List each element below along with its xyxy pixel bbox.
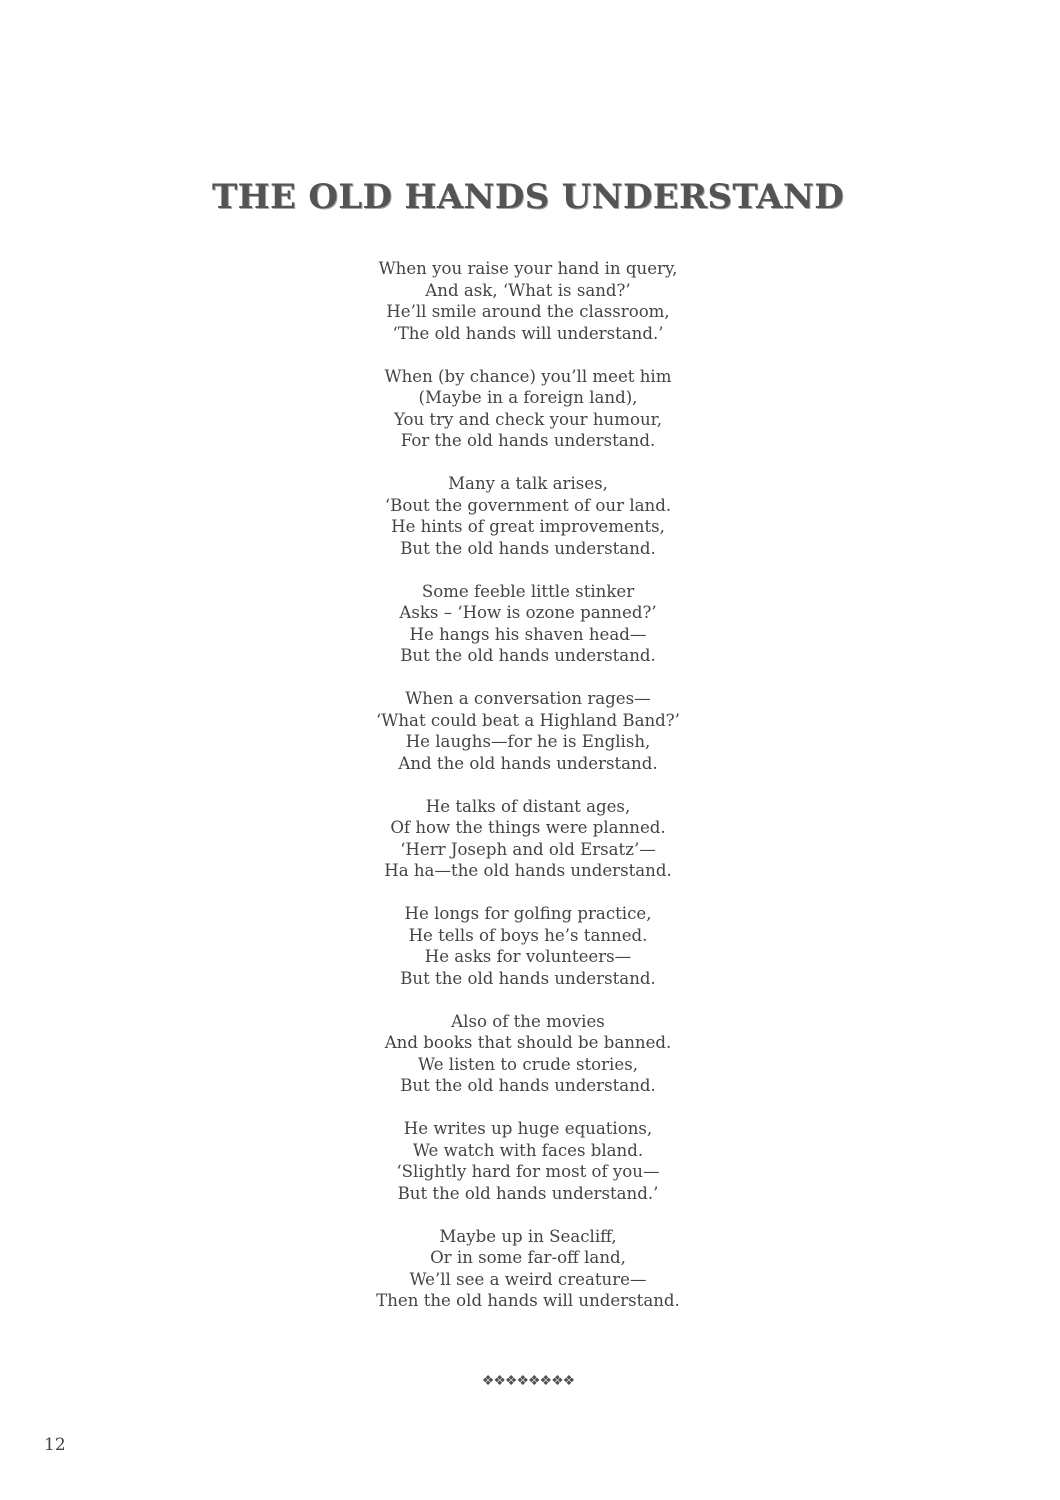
stanza bbox=[0, 366, 1056, 452]
poem-line: For the old hands understand. bbox=[400, 431, 656, 450]
poem-line: When you raise your hand in query, bbox=[378, 259, 678, 278]
poem-line: Maybe up in Seacliff, bbox=[439, 1226, 617, 1246]
stanza bbox=[0, 1011, 1056, 1097]
poem-line: ‘The old hands will understand.’ bbox=[392, 323, 664, 343]
poem-body bbox=[0, 258, 1056, 1333]
stanza bbox=[0, 1118, 1056, 1204]
poem-line: He talks of distant ages, bbox=[425, 796, 631, 816]
poem-line: ‘Herr Joseph and old Ersatz’— bbox=[400, 839, 656, 859]
poem-line: He hangs his shaven head— bbox=[409, 624, 647, 644]
poem-line: He writes up huge equations, bbox=[403, 1119, 653, 1138]
poem-line: But the old hands understand. bbox=[400, 538, 656, 558]
poem-line: Of how the things were planned. bbox=[390, 818, 666, 837]
stanza bbox=[0, 688, 1056, 774]
poem-line: But the old hands understand.’ bbox=[397, 1183, 659, 1203]
poem-line: Some feeble little stinker bbox=[421, 581, 635, 601]
poem-line: He’ll smile around the classroom, bbox=[386, 302, 670, 321]
poem-line: And ask, ‘What is sand?’ bbox=[425, 280, 631, 300]
poem-line: But the old hands understand. bbox=[400, 968, 656, 988]
stanza bbox=[0, 473, 1056, 559]
page-number: 12 bbox=[44, 1435, 66, 1455]
poem-line: Ha ha—the old hands understand. bbox=[384, 861, 672, 880]
stanza bbox=[0, 903, 1056, 989]
stanza bbox=[0, 796, 1056, 882]
poem-line: Asks – ‘How is ozone panned?’ bbox=[399, 603, 657, 622]
poem-line: When a conversation rages— bbox=[405, 689, 651, 708]
stanza bbox=[0, 1226, 1056, 1312]
poem-line: Many a talk arises, bbox=[448, 474, 608, 493]
poem-line: Or in some far-off land, bbox=[430, 1248, 626, 1267]
poem-line: He laughs—for he is English, bbox=[405, 732, 651, 751]
poem-line: (Maybe in a foreign land), bbox=[418, 388, 638, 407]
poem-line: We watch with faces bland. bbox=[412, 1140, 644, 1160]
poem-line: But the old hands understand. bbox=[400, 1076, 656, 1095]
poem-line: ‘What could beat a Highland Band?’ bbox=[376, 710, 680, 730]
stanza bbox=[0, 258, 1056, 344]
stanza bbox=[0, 581, 1056, 667]
page-title: THE OLD HANDS UNDERSTAND bbox=[212, 177, 844, 217]
poem-line: You try and check your humour, bbox=[393, 409, 663, 429]
poem-line: And the old hands understand. bbox=[398, 753, 658, 773]
poem-line: We listen to crude stories, bbox=[418, 1054, 638, 1074]
poem-line: He tells of boys he’s tanned. bbox=[408, 925, 648, 945]
poem-line: ‘Slightly hard for most of you— bbox=[396, 1162, 660, 1181]
poem-line: But the old hands understand. bbox=[400, 646, 656, 665]
poem-line: ‘Bout the government of our land. bbox=[384, 495, 672, 515]
poem-line: When (by chance) you’ll meet him bbox=[384, 366, 672, 386]
poem-line: We’ll see a weird creature— bbox=[409, 1269, 647, 1289]
section-end-ornament: ❖❖❖❖❖❖❖❖ bbox=[481, 1373, 575, 1389]
poem-line: He hints of great improvements, bbox=[391, 517, 665, 536]
poem-line: Then the old hands will understand. bbox=[376, 1291, 680, 1310]
poem-line: And books that should be banned. bbox=[384, 1033, 672, 1052]
poem-line: He asks for volunteers— bbox=[424, 947, 632, 966]
poem-line: He longs for golfing practice, bbox=[404, 904, 652, 923]
poem-line: Also of the movies bbox=[451, 1011, 605, 1031]
